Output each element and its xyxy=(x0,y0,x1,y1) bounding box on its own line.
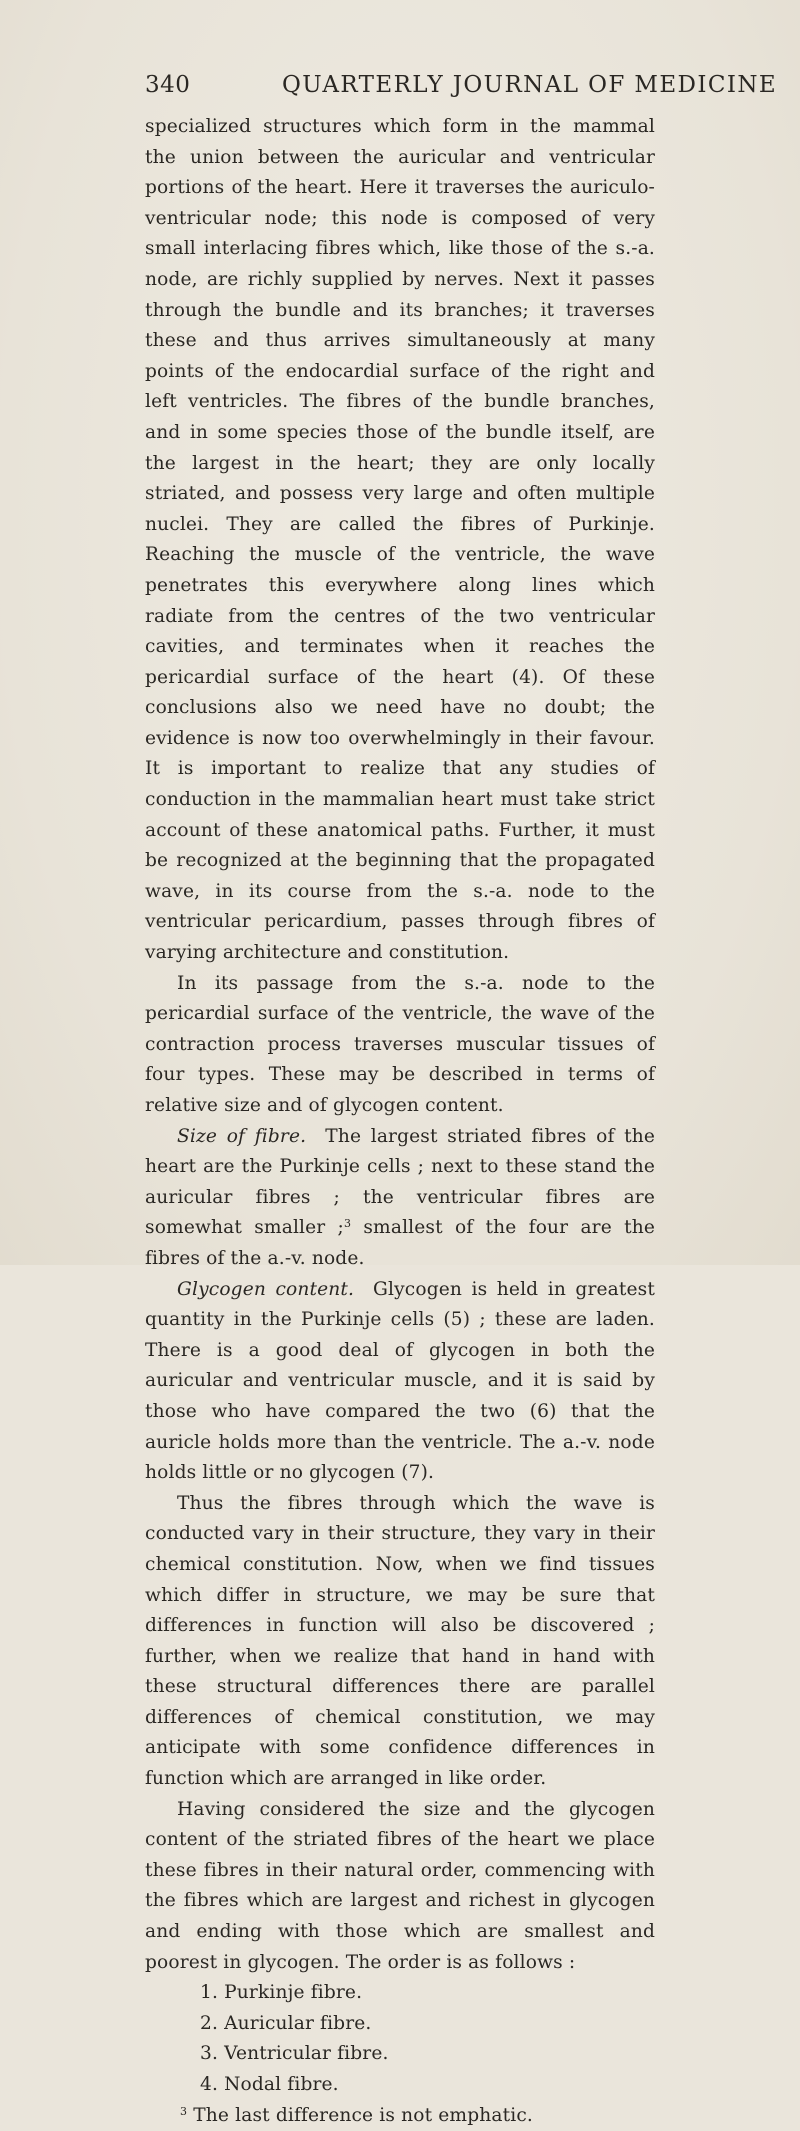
paragraph-heading: Size of fibre. xyxy=(177,1125,307,1147)
paragraph: Thus the fibres through which the wave is conducted vary in their structure, they vary in their chemical constitution. Now, when we find tissues which differ in structure, we may be sure that differences in function will also be discovered ; further, when we realize that hand in hand with these structural differences there are parallel differences of chemical constitution, we may anticipate with some confidence differences in function which are arranged in like order. xyxy=(145,1492,655,1790)
list-item: 1. Purkinje fibre. xyxy=(200,1982,363,2004)
page-number: 340 xyxy=(145,72,191,98)
footnote-reference: 3 xyxy=(343,1217,352,1231)
list-item: 3. Ventricular fibre. xyxy=(200,2043,389,2065)
paragraph-heading: Glycogen content. xyxy=(177,1278,355,1300)
list-item: 2. Auricular fibre. xyxy=(200,2012,372,2034)
paragraph: Having considered the size and the glycogen content of the striated fibres of the heart we place these fibres in their natural order, commencing with the fibres which are largest and richest in glycogen and ending with those which are smallest and poorest in glycogen. The order is as follows : xyxy=(145,1798,655,1973)
running-title: QUARTERLY JOURNAL OF MEDICINE xyxy=(282,72,778,98)
paragraph: Size of fibre. The largest striated fibres of the heart are the Purkinje cells ; next to these stand the auricular fibres ; the ventricular fibres are somewhat smaller ;$^3$ smallest of the four are the fibres of the a.-v. node. xyxy=(145,1125,656,1269)
page-header xyxy=(145,72,778,108)
paragraph: In its passage from the s.-a. node to the pericardial surface of the ventricle, the wave of the contraction process traverses muscular tissues of four types. These may be described in terms of relative size and of glycogen content. xyxy=(145,972,655,1116)
footnote: $^3$ The last difference is not emphatic. xyxy=(180,2104,533,2126)
list-item: 4. Nodal fibre. xyxy=(200,2074,339,2095)
footnote-marker: 3 xyxy=(180,2104,188,2118)
paragraph: Glycogen content. Glycogen is held in greatest quantity in the Purkinje cells (5) ; these are laden. There is a good deal of glycogen in both the auricular and ventricular muscle, and it is said by those who have compared the two (6) that the auricle holds more than the ventricle. The a.-v. node holds little or no glycogen (7). xyxy=(145,1278,655,1484)
paragraph: specialized structures which form in the mammal the union between the auricular and ventricular portions of the heart. Here it traverses the auriculo-ventricular node; this node is composed of very small interlacing fibres which, like those of the s.-a. node, are richly supplied by nerves. Next it passes through the bundle and its branches; it traverses these and thus arrives simultaneously at many points of the endocardial surface of the right and left ventricles. The fibres of the bundle branches, and in some species those of the bundle itself, are the largest in the heart; they are only locally striated, and possess very large and often multiple nuclei. They are called the fibres of Purkinje. Reaching the muscle of the ventricle, the wave penetrates this everywhere along lines which radiate from the centres of the two ventricular cavities, and terminates when it reaches the pericardial surface of the heart (4). Of these conclusions also we need have no doubt; the evidence is now too overwhelmingly in their favour. It is important to realize that any studies of conduction in the mammalian heart must take strict account of these anatomical paths. Further, it must be recognized at the beginning that the propagated wave, in its course from the s.-a. node to the ventricular pericardium, passes through fibres of varying architecture and constitution. xyxy=(145,116,655,964)
body-text xyxy=(145,112,655,2131)
